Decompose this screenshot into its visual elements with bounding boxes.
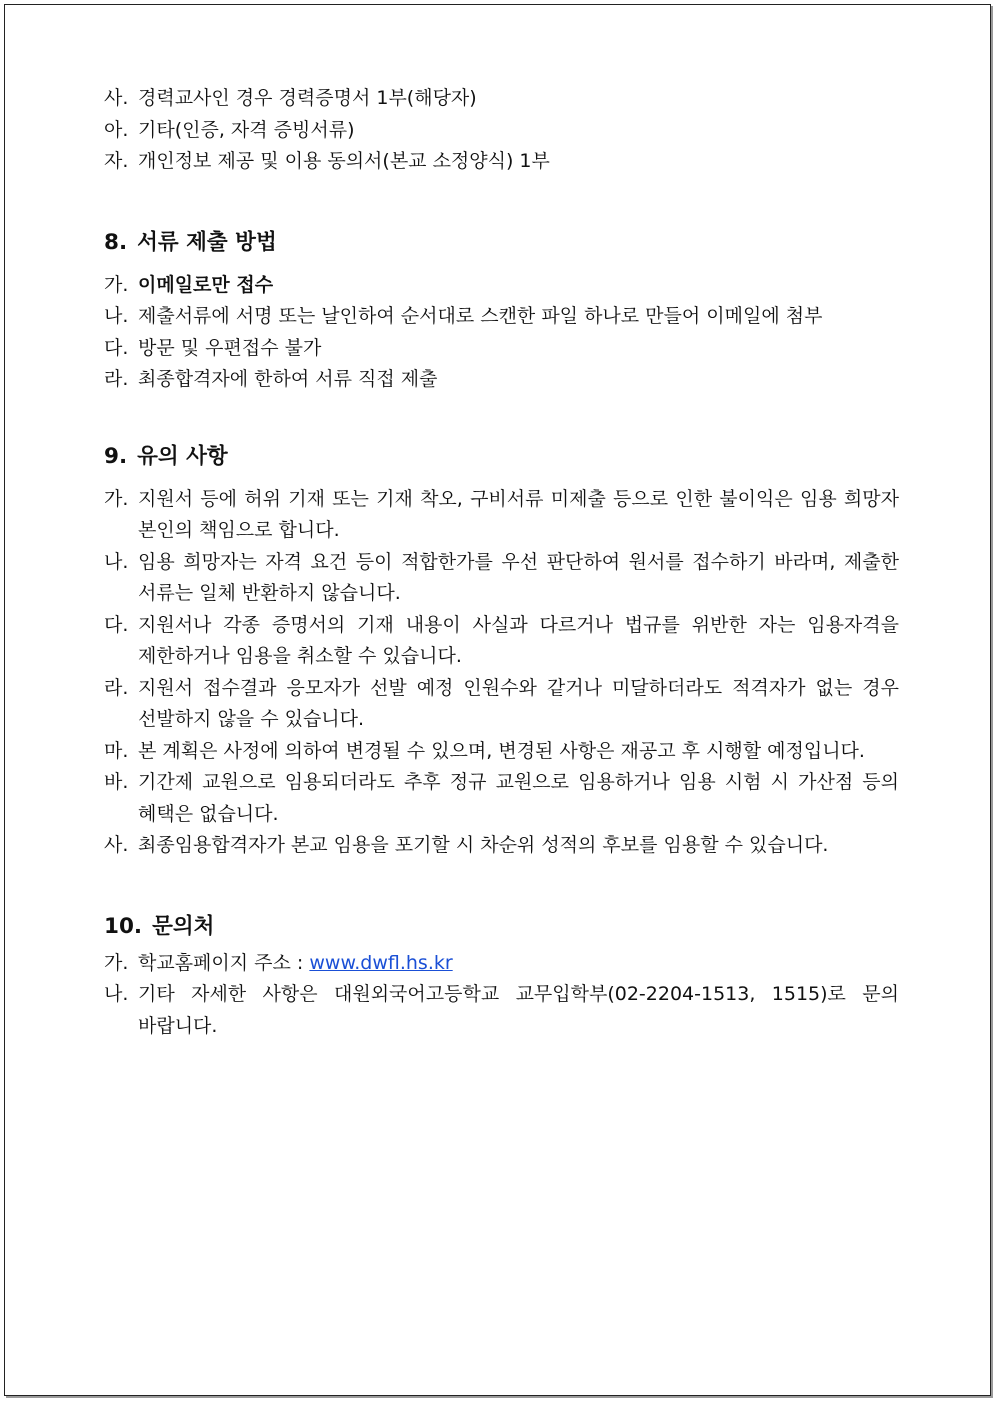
item-marker: 가. — [104, 273, 129, 296]
list-item — [104, 673, 899, 736]
list-item — [104, 979, 899, 1042]
item-text: 임용 희망자는 자격 요건 등이 적합한가를 우선 판단하여 원서를 접수하기 바라며, 제출한 서류는 일체 반환하지 않습니다. — [138, 550, 899, 604]
document-page — [4, 4, 991, 1396]
section-heading-9 — [104, 442, 899, 472]
list-item — [104, 830, 899, 862]
item-marker: 사. — [104, 834, 129, 856]
item-marker: 라. — [104, 368, 129, 390]
item-text: 기간제 교원으로 임용되더라도 추후 정규 교원으로 임용하거나 임용 시험 시 가산점 등의 혜택은 없습니다. — [138, 771, 899, 825]
item-marker: 나. — [104, 550, 129, 573]
section-number: 8. — [104, 229, 128, 255]
section-number: 10. — [104, 913, 143, 939]
item-text: 경력교사인 경우 경력증명서 1부(해당자) — [138, 87, 477, 109]
continued-list — [104, 83, 899, 178]
item-text: 지원서나 각종 증명서의 기재 내용이 사실과 다르거나 법규를 위반한 자는 임용자격을 제한하거나 임용을 취소할 수 있습니다. — [138, 613, 899, 667]
item-text: 방문 및 우편접수 불가 — [138, 336, 322, 359]
list-item — [104, 767, 899, 830]
list-item — [104, 484, 899, 547]
section-title: 문의처 — [152, 913, 215, 939]
list-item — [104, 270, 899, 302]
item-marker: 나. — [104, 983, 129, 1005]
item-marker: 라. — [104, 676, 129, 699]
section-8-list — [104, 270, 899, 396]
document-content — [104, 83, 899, 1042]
section-number: 9. — [104, 443, 128, 469]
item-text — [138, 952, 453, 974]
item-text: 최종임용합격자가 본교 임용을 포기할 시 차순위 성적의 후보를 임용할 수 있습니다. — [138, 834, 829, 856]
item-marker: 다. — [104, 336, 129, 359]
section-title: 서류 제출 방법 — [137, 229, 277, 255]
list-item — [104, 83, 899, 115]
list-item — [104, 547, 899, 610]
list-item — [104, 146, 899, 178]
item-marker: 바. — [104, 771, 129, 793]
item-text: 지원서 접수결과 응모자가 선발 예정 인원수와 같거나 미달하더라도 적격자가 없는 경우 선발하지 않을 수 있습니다. — [138, 676, 899, 730]
item-marker: 다. — [104, 613, 129, 636]
item-marker: 사. — [104, 87, 129, 109]
item-text: 개인정보 제공 및 이용 동의서(본교 소정양식) 1부 — [138, 150, 550, 172]
item-text: 최종합격자에 한하여 서류 직접 제출 — [138, 368, 438, 390]
item-text: 이메일로만 접수 — [138, 273, 274, 296]
item-text: 본 계획은 사정에 의하여 변경될 수 있으며, 변경된 사항은 재공고 후 시행할 예정입니다. — [138, 739, 865, 762]
section-9-list — [104, 484, 899, 862]
list-item — [104, 115, 899, 147]
list-item — [104, 301, 899, 333]
list-item — [104, 333, 899, 365]
section-heading-8 — [104, 228, 899, 258]
list-item — [104, 610, 899, 673]
item-text: 기타 자세한 사항은 대원외국어고등학교 교무입학부(02-2204-1513, 1515)로 문의 바랍니다. — [138, 983, 899, 1037]
section-10-list — [104, 948, 899, 1043]
section-title: 유의 사항 — [137, 443, 228, 469]
homepage-label: 학교홈페이지 주소 : — [138, 951, 310, 974]
item-marker: 아. — [104, 118, 129, 141]
list-item — [104, 736, 899, 768]
item-text: 지원서 등에 허위 기재 또는 기재 착오, 구비서류 미제출 등으로 인한 불이익은 임용 희망자 본인의 책임으로 합니다. — [138, 487, 899, 541]
item-marker: 가. — [104, 487, 129, 510]
section-heading-10 — [104, 912, 899, 942]
list-item — [104, 948, 899, 980]
homepage-link[interactable]: www.dwfl.hs.kr — [309, 951, 453, 974]
item-marker: 가. — [104, 951, 129, 974]
item-text: 기타(인증, 자격 증빙서류) — [138, 118, 355, 141]
list-item — [104, 364, 899, 396]
item-marker: 나. — [104, 305, 129, 327]
item-marker: 마. — [104, 739, 129, 762]
item-marker: 자. — [104, 150, 129, 172]
item-text: 제출서류에 서명 또는 날인하여 순서대로 스캔한 파일 하나로 만들어 이메일에 첨부 — [138, 305, 823, 327]
